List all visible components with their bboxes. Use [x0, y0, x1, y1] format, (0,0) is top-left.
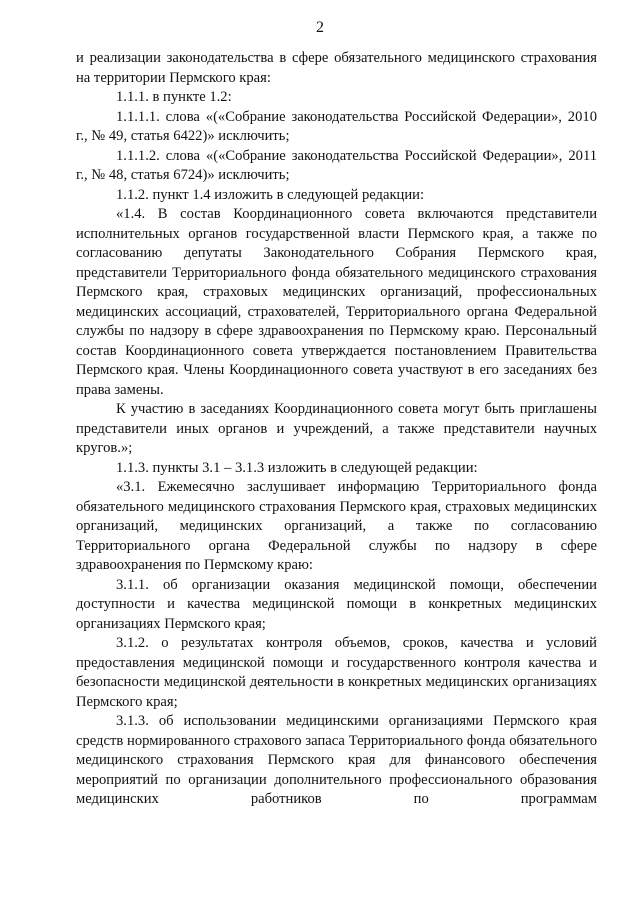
paragraph-1-1-3: 1.1.3. пункты 3.1 – 3.1.3 изложить в следующей редакции:	[116, 459, 478, 476]
paragraph-3-1-text: «3.1. Ежемесячно заслушивает информацию Территориального фонда обязательного медицинского страхования Пермского края, страховых медицинских организаций, медицинских организаций, а также по согласованию Территориального органа Федеральной службы по надзору в сфере здравоохранения по Пермскому краю:	[76, 479, 597, 573]
paragraph-3-1-3: 3.1.3. об использовании медицинскими организациями Пермского края средств нормированного страхового запаса Территориального фонда обязательного медицинского страхования Пермского края для финансового обеспечения мероприятий по организации дополнительного профессионального образования медицинских работников по программам	[76, 713, 597, 807]
paragraph-1-1-1-1: 1.1.1.1. слова «(«Собрание законодательства Российской Федерации», 2010 г., № 49, статья 6422)» исключить;	[76, 108, 597, 144]
paragraph-invitees: К участию в заседаниях Координационного совета могут быть приглашены представители иных органов и учреждений, а также представители научных кругов.»;	[76, 401, 597, 456]
paragraph-3-1-2: 3.1.2. о результатах контроля объемов, сроков, качества и условий предоставления медицинской помощи и государственного контроля качества и безопасности медицинской деятельности в конкретных медицинских организациях Пермского края;	[76, 635, 597, 710]
paragraph-intro: и реализации законодательства в сфере обязательного медицинского страхования на территории Пермского края:	[76, 50, 597, 86]
paragraph-1-4-text: «1.4. В состав Координационного совета включаются представители исполнительных органов государственной власти Пермского края, а также по согласованию депутаты Законодательного Собрания Пермского края, представители Территориального фонда обязательного медицинского страхования Пермского края, страховых медицинских организаций, профессиональных медицинских ассоциаций, страхователей, Территориального органа Федеральной службы по надзору в сфере здравоохранения по Пермскому краю. Персональный состав Координационного совета утверждается постановлением Правительства Пермского края. Члены Координационного совета участвуют в его заседаниях без права замены.	[76, 206, 597, 398]
paragraph-1-1-1: 1.1.1. в пункте 1.2:	[116, 89, 232, 105]
paragraph-1-1-2: 1.1.2. пункт 1.4 изложить в следующей редакции:	[116, 186, 425, 203]
paragraph-3-1-1: 3.1.1. об организации оказания медицинской помощи, обеспечении доступности и качества медицинской помощи в конкретных медицинских организациях Пермского края;	[76, 576, 597, 632]
page-number: 2	[316, 19, 324, 36]
document-body	[76, 49, 597, 810]
paragraph-1-1-1-2: 1.1.1.2. слова «(«Собрание законодательства Российской Федерации», 2011 г., № 48, статья 6724)» исключить;	[76, 147, 597, 183]
